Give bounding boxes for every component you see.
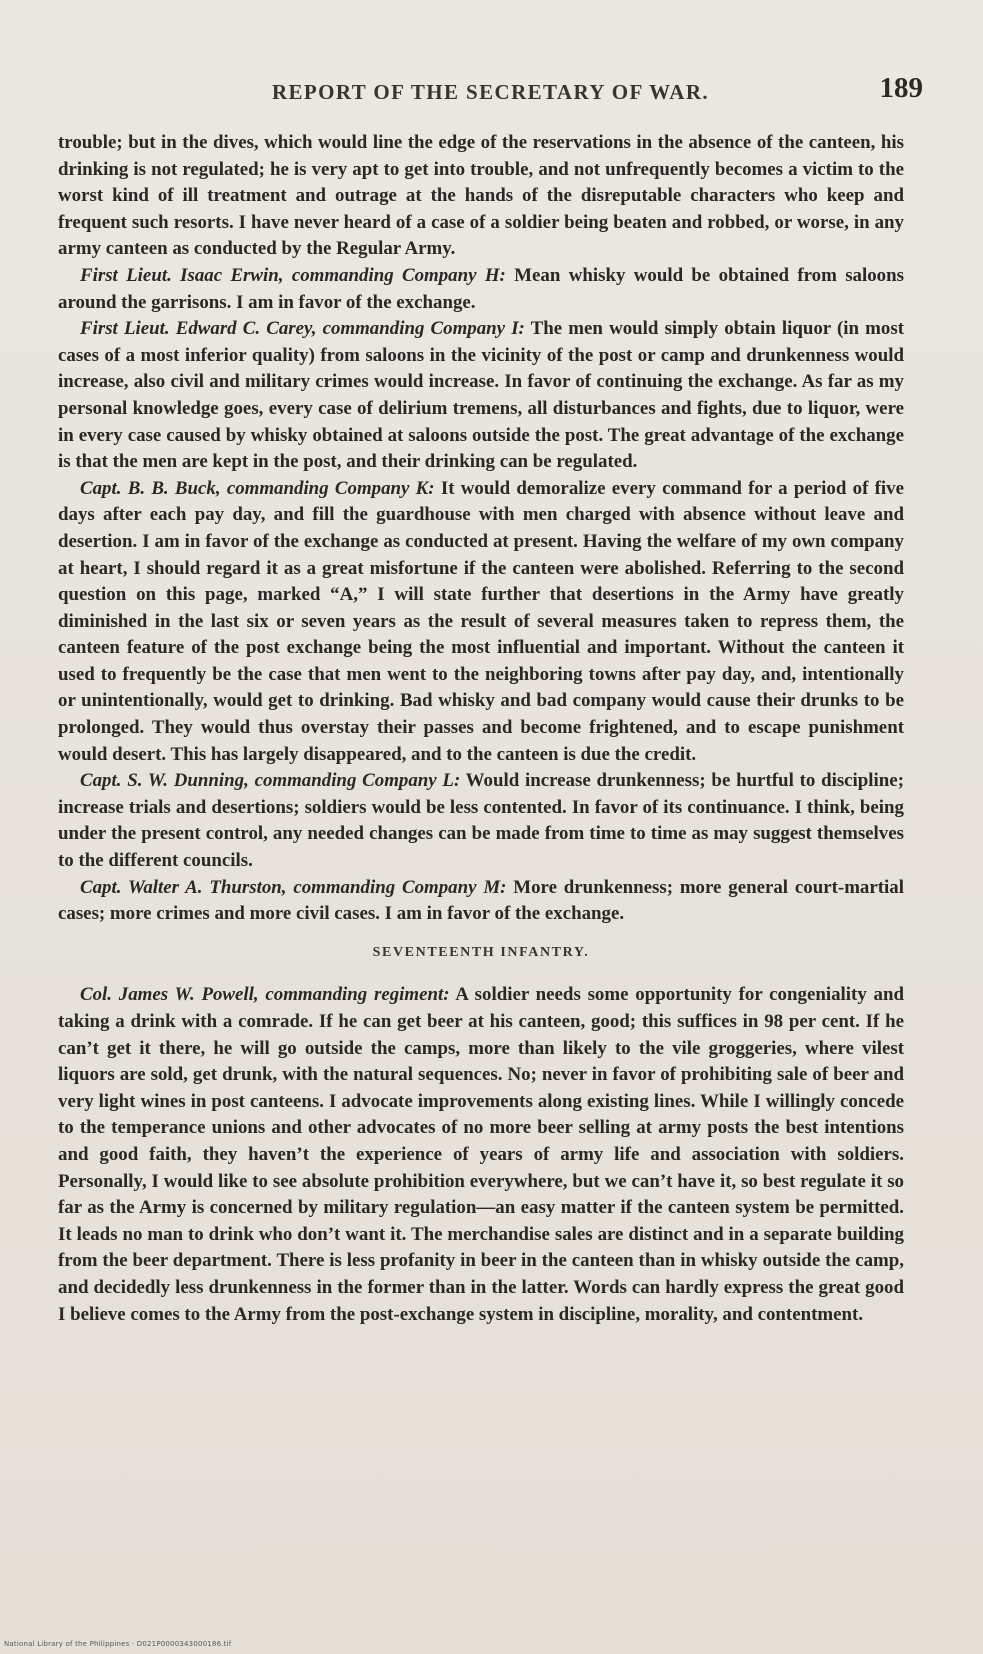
page-number: 189 [879,72,923,104]
paragraph-text: It would demoralize every command for a period of five days after each pay day, and fill the guardhouse with men charged with absence without leave and desertion. I am in favor of the exchange as conducted at present. Having the welfare of my own company at heart, I should regard it as a great misfortune if the canteen were abolished. Referring to the second question on this page, marked “A,” I will state further that desertions in the Army have greatly diminished in the last six or seven years as the result of several measures taken to repress them, the canteen feature of the post exchange being the most influential and important. Without the canteen it used to frequently be the case that men went to the neighboring towns after pay day, and, intentionally or unintentionally, would get to drinking. Bad whisky and bad company would cause their drunks to be prolonged. They would thus overstay their passes and become frightened, and to escape punishment would desert. This has largely disappeared, and to the canteen is due the credit. [58,477,904,765]
section-heading: SEVENTEENTH INFANTRY. [372,944,590,960]
paragraph-text: Would increase drunkenness; be hurtful to discipline; increase trials and desertions; soldiers would be less contented. In favor of its continuance. I think, being under the present control, any needed changes can be made from time to time as may suggest themselves to the different councils. [58,770,904,872]
speaker-name: Capt. B. B. Buck, commanding Company K: [80,477,435,499]
paragraph-dunning [58,768,904,874]
paragraph-text: A soldier needs some opportunity for congeniality and taking a drink with a comrade. If he can get beer at his canteen, good; this suffices in 98 per cent. If he can’t get it there, he will go outside the camps, more than likely to the vile groggeries, where vilest liquors are sold, get drunk, with the natural sequences. No; never in favor of prohibiting sale of beer and very light wines in post canteens. I advocate improvements along existing lines. While I willingly concede to the temperance unions and other advocates of no more beer selling at army posts the best intentions and good faith, they haven’t the experience of years of army life and association with soldiers. Personally, I would like to see absolute prohibition everywhere, but we can’t have it, so best regulate it so far as the Army is concerned by military regulation—an easy matter if the canteen system be permitted. It leads no man to drink who don’t want it. The merchandise sales are distinct and in a separate building from the beer department. There is less profanity in beer in the canteen than in whisky outside the camp, and decidedly less drunkenness in the former than in the latter. Words can hardly express the great good I believe comes to the Army from the post-exchange system in discipline, morality, and contentment. [58,984,904,1325]
speaker-name: Capt. Walter A. Thurston, commanding Company M: [80,876,507,898]
paragraph-continuation [58,130,904,263]
paragraph-text: trouble; but in the dives, which would line the edge of the reservations in the absence of the canteen, his drinking is not regulated; he is very apt to get into trouble, and not unfrequently becomes a victim to the worst kind of ill treatment and outrage at the hands of the disreputable characters who keep and frequent such resorts. I have never heard of a case of a soldier being beaten and robbed, or worse, in any army canteen as conducted by the Regular Army. [58,132,904,260]
paragraph-buck [58,476,904,769]
speaker-name: Col. James W. Powell, commanding regiment: [80,984,450,1006]
running-title: REPORT OF THE SECRETARY OF WAR. [271,80,710,104]
paragraph-text: More drunkenness; more general court-martial cases; more crimes and more civil cases. I am in favor of the exchange. [58,876,904,925]
page-header [58,72,923,112]
speaker-name: Capt. S. W. Dunning, commanding Company L: [80,770,461,792]
paragraph-text: The men would simply obtain liquor (in most cases of a most inferior quality) from saloons in the vicinity of the post or camp and drunkenness would increase, also civil and military crimes would increase. In favor of continuing the exchange. As far as my personal knowledge goes, every case of delirium tremens, all disturbances and fights, due to liquor, were in every case caused by whisky obtained at saloons outside the post. The great advantage of the exchange is that the men are kept in the post, and their drinking can be regulated. [58,318,905,473]
speaker-name: First Lieut. Edward C. Carey, commanding Company I: [80,318,525,340]
archive-stamp: National Library of the Philippines · D021P0000343000186.tif [4,1640,232,1648]
body-text [58,130,904,1328]
paragraph-carey [58,316,904,476]
paragraph-erwin [58,263,904,316]
paragraph-thurston [58,875,904,928]
speaker-name: First Lieut. Isaac Erwin, commanding Company H: [80,264,506,286]
paragraph-powell [58,982,904,1328]
paragraph-text: Mean whisky would be obtained from saloons around the garrisons. I am in favor of the exchange. [58,264,904,313]
